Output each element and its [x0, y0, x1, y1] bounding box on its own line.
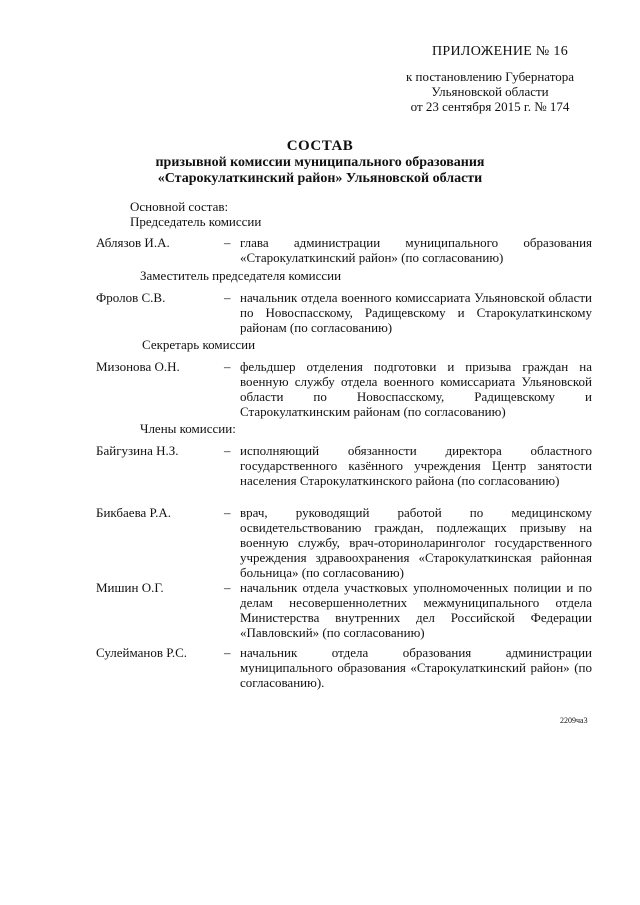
- member-position: фельдшер отделения подготовки и призыва граждан на военную службу отдела военного комиссариата Ульяновской области по Новоспасскому, Радищевскому и Старокулаткинским районам (по согласованию): [240, 359, 592, 419]
- decree-date: от 23 сентября 2015 г. № 174: [410, 99, 570, 114]
- main-composition-label: Основной состав:: [130, 199, 229, 214]
- member-name: Аблязов И.А.: [96, 235, 170, 250]
- member-position: начальник отдела участковых уполномоченных полиции и по делам несовершеннолетних межмуниципального отдела Министерства внутренних дел Российской Федерации «Павловский» (по согласованию): [240, 580, 592, 640]
- dash: –: [224, 443, 231, 458]
- deputy-label: Заместитель председателя комиссии: [140, 268, 342, 283]
- document-title: [100, 138, 540, 187]
- member-position: врач, руководящий работой по медицинскому освидетельствованию граждан, подлежащих призыву на военную службу, врач-оториноларинголог государственного учреждения здравоохранения «Старокулаткинская районная больница» (по согласованию): [240, 505, 592, 580]
- member-name: Мишин О.Г.: [96, 580, 164, 595]
- dash: –: [224, 290, 231, 305]
- member-position: исполняющий обязанности директора областного государственного казённого учреждения Центр занятости населения Старокулаткинского района (по согласованию): [240, 443, 592, 488]
- secretary-label: Секретарь комиссии: [142, 337, 256, 352]
- dash: –: [224, 645, 231, 660]
- decree-region: Ульяновской области: [431, 84, 549, 99]
- member-name: Сулейманов Р.С.: [96, 645, 188, 660]
- dash: –: [224, 505, 231, 520]
- title-line-3: «Старокулаткинский район» Ульяновской области: [157, 171, 483, 186]
- annex-number: ПРИЛОЖЕНИЕ № 16: [432, 44, 568, 59]
- annex-header: [380, 44, 600, 114]
- decree-reference: к постановлению Губернатора: [405, 69, 575, 84]
- dash: –: [224, 235, 231, 250]
- member-position: глава администрации муниципального образования «Старокулаткинский район» (по согласованию): [240, 235, 592, 265]
- dash: –: [224, 580, 231, 595]
- member-name: Бикбаева Р.А.: [96, 505, 172, 520]
- member-position: начальник отдела образования администрации муниципального образования «Старокулаткинский район» (по согласованию).: [240, 645, 592, 690]
- document-code: 2209ча3: [560, 716, 588, 725]
- member-position: начальник отдела военного комиссариата Ульяновской области по Новоспасскому, Радищевскому и Старокулаткинскому районам (по согласованию): [240, 290, 592, 335]
- members-label: Члены комиссии:: [140, 421, 236, 436]
- member-name: Байгузина Н.З.: [96, 443, 179, 458]
- title-line-2: призывной комиссии муниципального образования: [155, 155, 485, 170]
- member-name: Мизонова О.Н.: [96, 359, 180, 374]
- member-name: Фролов С.В.: [96, 290, 166, 305]
- title-main: СОСТАВ: [286, 138, 354, 154]
- dash: –: [224, 359, 231, 374]
- chairman-label: Председатель комиссии: [130, 214, 262, 229]
